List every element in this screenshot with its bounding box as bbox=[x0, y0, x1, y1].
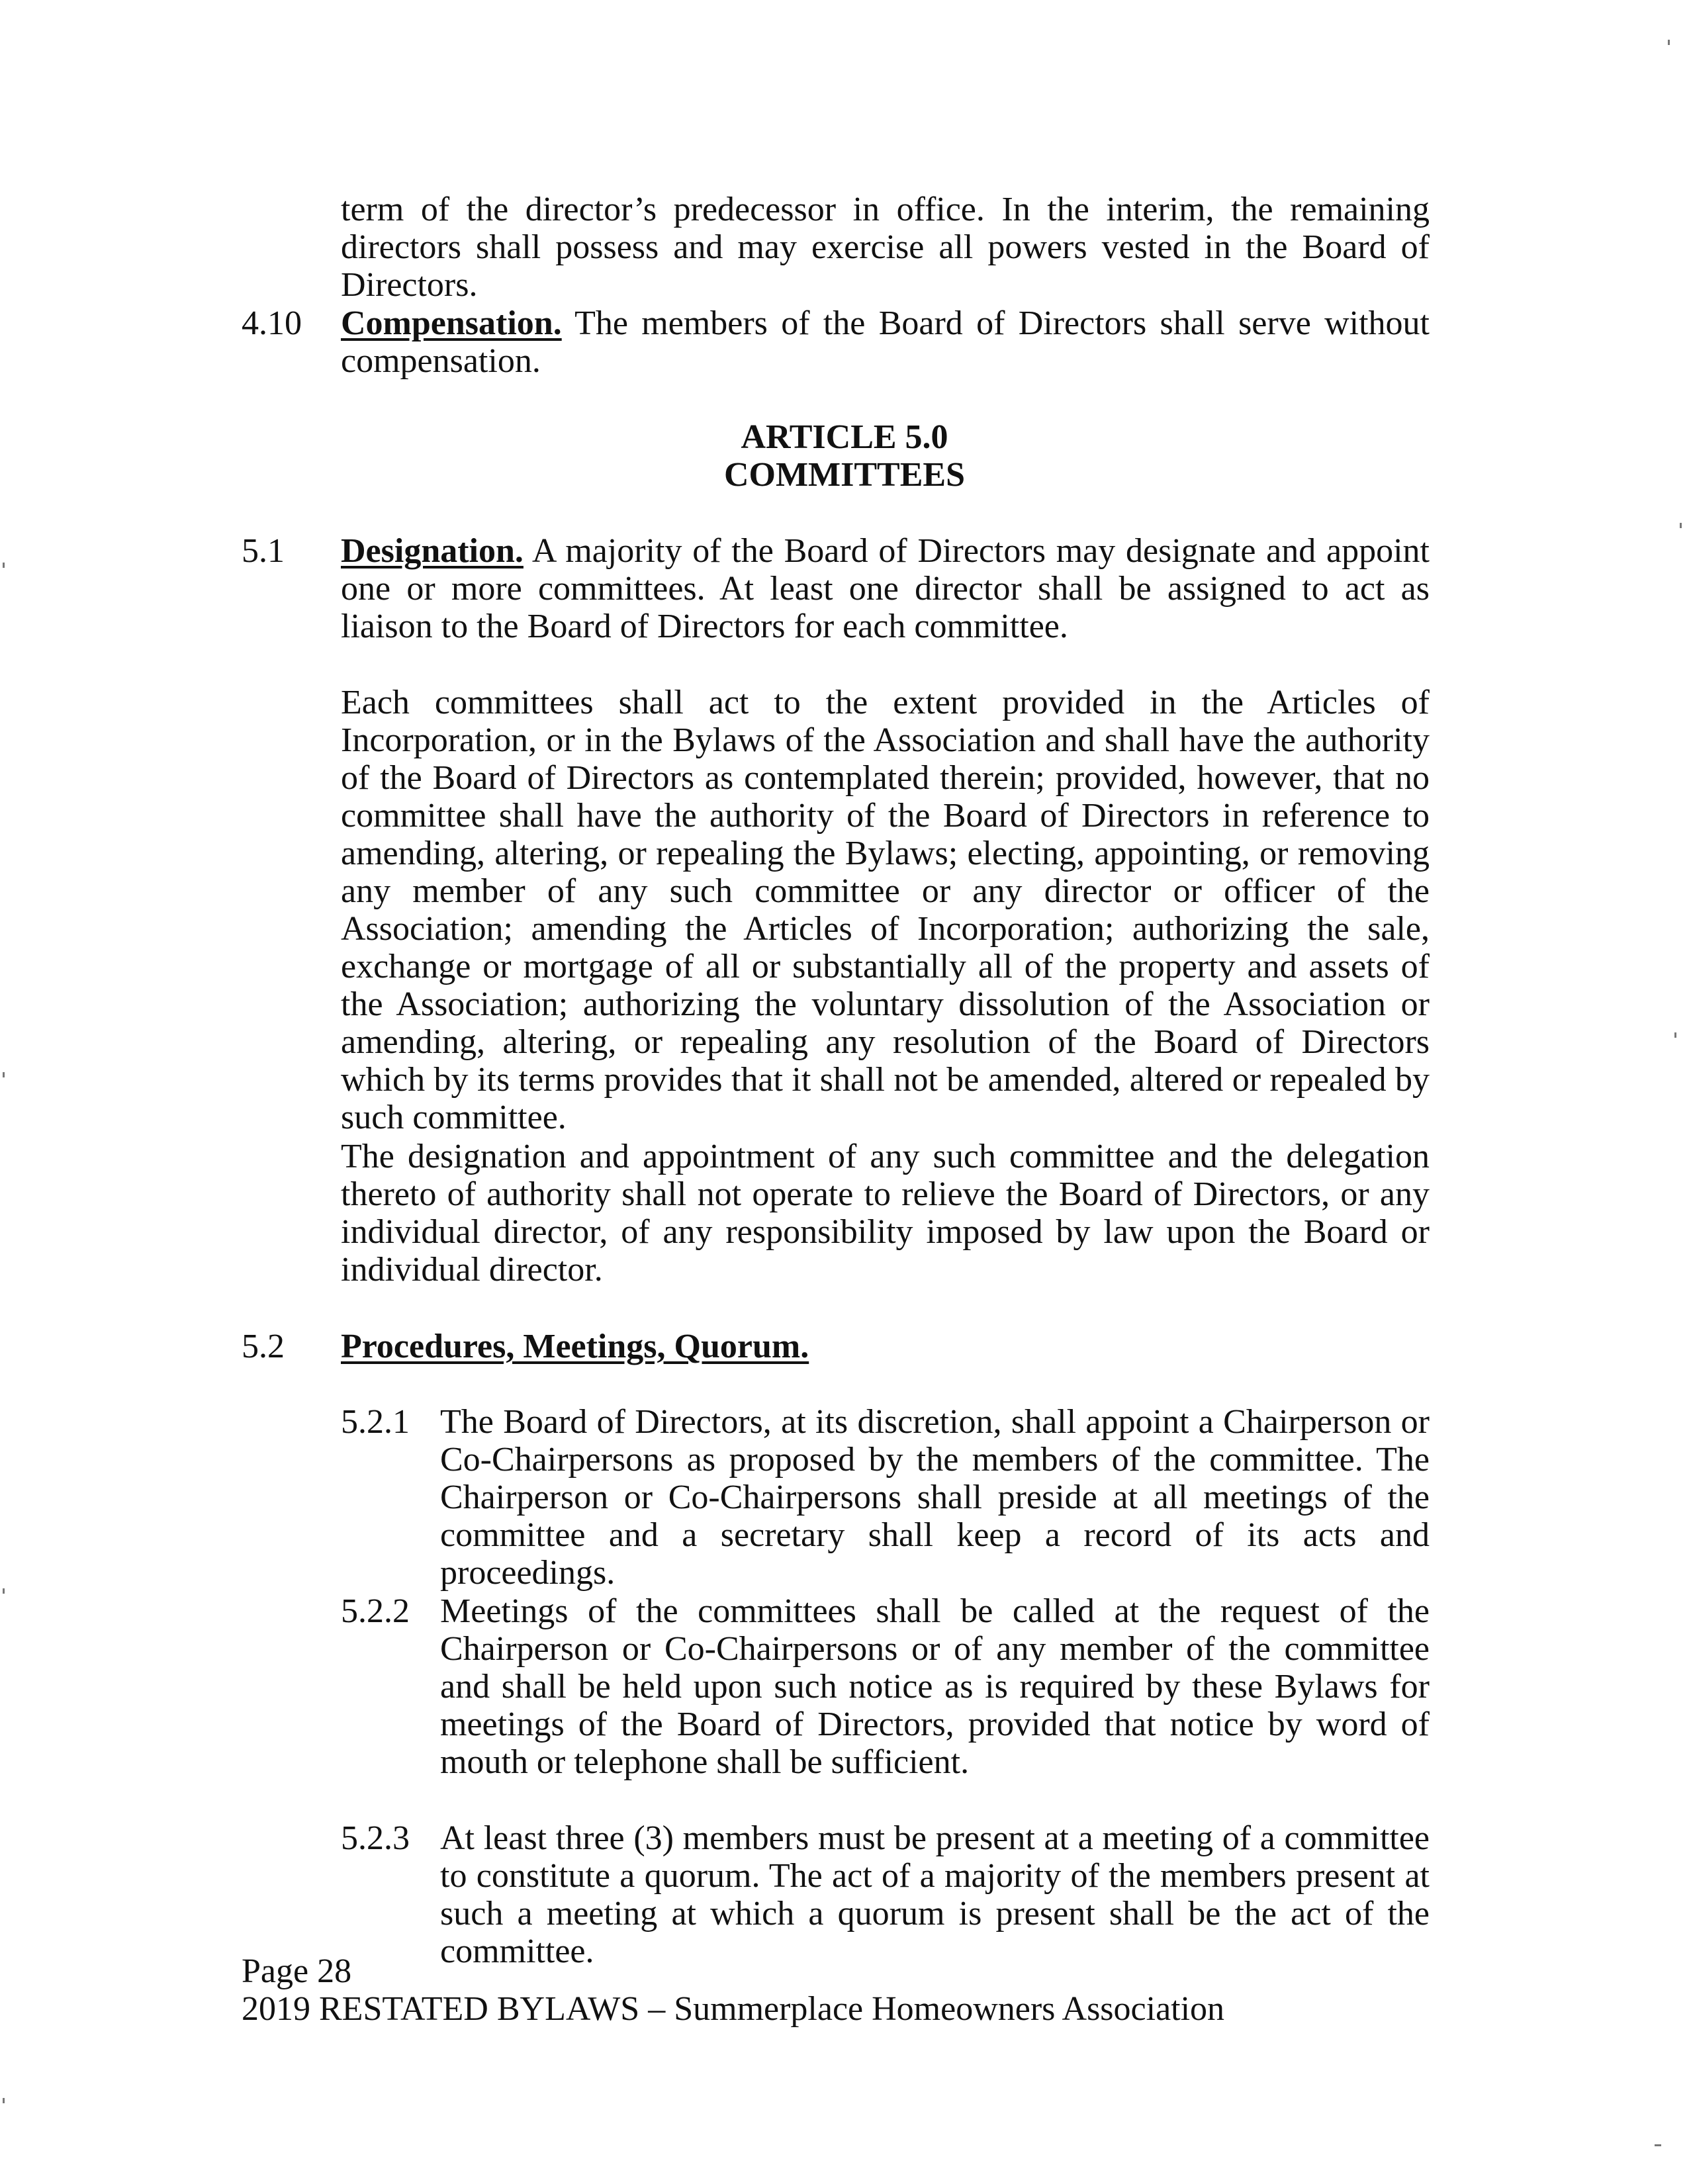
subsection-5-2-1-paragraph: The Board of Directors, at its discretion, shall appoint a Chairperson or Co-Chairpersons as proposed by the members of the committee. The Chairperson or Co-Chairpersons shall preside at all meetings of the committee and a secretary shall keep a record of its acts and proceedings. bbox=[440, 1403, 1430, 1592]
article-subtitle: COMMITTEES bbox=[723, 456, 966, 494]
scan-speck bbox=[3, 563, 5, 568]
section-4-10-text: The members of the Board of Directors shall serve without compensation. bbox=[341, 304, 1430, 380]
scan-speck bbox=[1680, 523, 1682, 528]
scan-speck bbox=[3, 1072, 5, 1077]
scan-speck bbox=[3, 1588, 5, 1594]
subsection-number-5-2-3: 5.2.3 bbox=[341, 1819, 410, 1857]
scan-speck bbox=[1668, 40, 1670, 45]
section-heading-procedures: Procedures, Meetings, Quorum. bbox=[341, 1328, 809, 1365]
section-5-1-text: A majority of the Board of Directors may designate and appoint one or more committees. At least one director shall be assigned to act as liaison to the Board of Directors for each committee. bbox=[341, 532, 1430, 645]
footer-page-number: Page 28 bbox=[242, 1952, 352, 1990]
scan-speck bbox=[1674, 1032, 1676, 1038]
section-number-5-1: 5.1 bbox=[242, 532, 285, 570]
section-heading-compensation: Compensation. bbox=[341, 304, 562, 342]
footer-document-title: 2019 RESTATED BYLAWS – Summerplace Homeowners Association bbox=[242, 1990, 1225, 2028]
section-5-2-heading-line bbox=[341, 1328, 1430, 1365]
subsection-5-2-3-paragraph: At least three (3) members must be present at a meeting of a committee to constitute a quorum. The act of a majority of the members present at such a meeting at which a quorum is present shall be the act of the committee. bbox=[440, 1819, 1430, 1970]
continuation-paragraph: term of the director’s predecessor in office. In the interim, the remaining directors shall possess and may exercise all powers vested in the Board of Directors. bbox=[341, 191, 1430, 304]
subsection-number-5-2-2: 5.2.2 bbox=[341, 1592, 410, 1630]
section-heading-designation: Designation. bbox=[341, 532, 524, 570]
section-4-10-paragraph bbox=[341, 304, 1430, 380]
scan-speck bbox=[3, 2098, 5, 2103]
section-number-5-2: 5.2 bbox=[242, 1328, 285, 1365]
subsection-5-2-2-paragraph: Meetings of the committees shall be called at the request of the Chairperson or Co-Chairpersons or of any member of the committee and shall be held upon such notice as is required by these Bylaws for meetings of the Board of Directors, provided that notice by word of mouth or telephone shall be sufficient. bbox=[440, 1592, 1430, 1781]
article-title: ARTICLE 5.0 bbox=[741, 418, 948, 456]
section-5-1-paragraph-3: The designation and appointment of any such committee and the delegation thereto of authority shall not operate to relieve the Board of Directors, or any individual director, of any responsibility imposed by law upon the Board or individual director. bbox=[341, 1138, 1430, 1289]
subsection-number-5-2-1: 5.2.1 bbox=[341, 1403, 410, 1441]
scan-speck bbox=[1655, 2144, 1661, 2146]
section-5-1-paragraph-2: Each committees shall act to the extent provided in the Articles of Incorporation, or in the Bylaws of the Association and shall have the authority of the Board of Directors as contemplated therein; provided, however, that no committee shall have the authority of the Board of Directors in reference to amending, altering, or repealing the Bylaws; electing, appointing, or removing any member of any such committee or any director or officer of the Association; amending the Articles of Incorporation; authorizing the sale, exchange or mortgage of all or substantially all of the property and assets of the Association; authorizing the voluntary dissolution of the Association or amending, altering, or repealing any resolution of the Board of Directors which by its terms provides that it shall not be amended, altered or repealed by such committee. bbox=[341, 684, 1430, 1136]
section-5-1-paragraph bbox=[341, 532, 1430, 645]
section-number-4-10: 4.10 bbox=[242, 304, 302, 342]
